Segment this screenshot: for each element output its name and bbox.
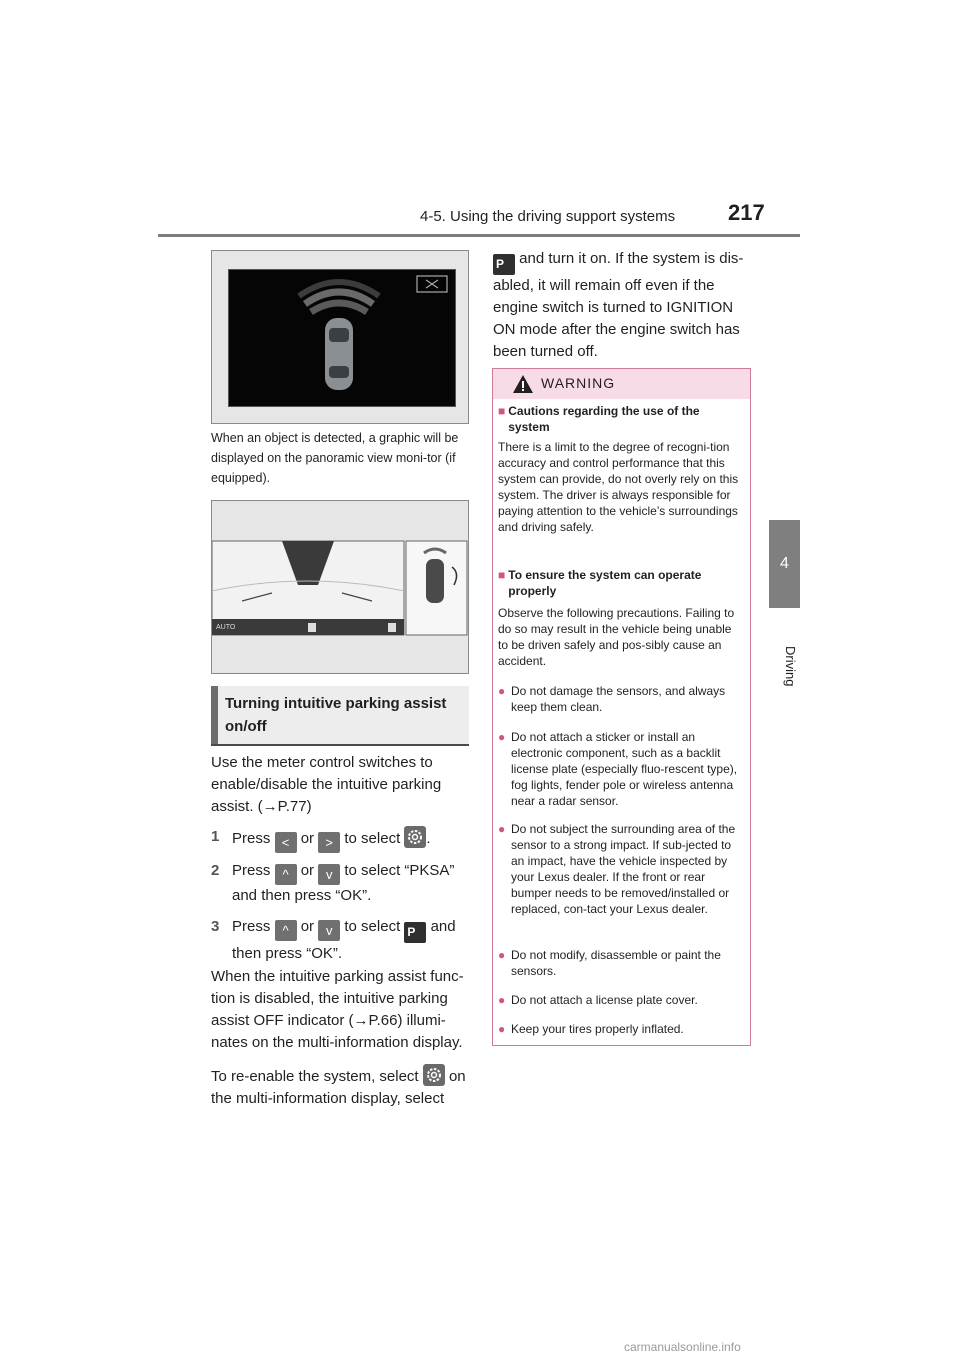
- step-text: Press: [232, 918, 271, 935]
- up-arrow-key-icon: ^: [275, 864, 297, 885]
- warning-bullet: [498, 821, 743, 917]
- left-arrow-key-icon: <: [275, 832, 297, 853]
- warning-bullet: [498, 1021, 743, 1037]
- step-text: and then press “OK”.: [232, 918, 456, 962]
- footer-watermark: carmanualsonline.info: [624, 1340, 741, 1354]
- warning-header: [493, 369, 750, 399]
- bullet-icon: ●: [498, 730, 506, 744]
- square-bullet-icon: ■: [498, 568, 506, 582]
- step-text: to select “PKSA” and then press “OK”.: [232, 862, 455, 904]
- step-1: [211, 826, 471, 848]
- down-arrow-key-icon: v: [318, 920, 340, 941]
- bullet-icon: ●: [498, 822, 506, 836]
- subheading-text: To ensure the system can operate properly: [508, 568, 702, 598]
- step-3: [211, 916, 471, 960]
- step-text: or: [300, 830, 315, 847]
- down-arrow-key-icon: v: [318, 864, 340, 885]
- bullet-icon: ●: [498, 1022, 506, 1036]
- right-column-paragraph: [493, 248, 753, 363]
- square-bullet-icon: ■: [498, 404, 506, 418]
- step-text: to select: [344, 918, 401, 935]
- section-title: Turning intuitive parking assist on/off: [225, 695, 447, 735]
- step-number: 1: [211, 828, 220, 845]
- bullet-text: Keep your tires properly inflated.: [511, 1022, 684, 1036]
- bullet-text: Do not attach a sticker or install an electronic component, such as a backlit license plate (especially fluo-rescent type), fog lights, fender pole or wireless antenna near a radar sensor.: [511, 730, 738, 808]
- step-text: or: [300, 918, 315, 935]
- warning-text: There is a limit to the degree of recogni-tion accuracy and control performance that this system can provide, do not overly rely on this system. The driver is always responsible for paying attention to the vehicle’s surroundings and driving safely.: [498, 440, 739, 534]
- figure-caption: When an object is detected, a graphic will be displayed on the panoramic view moni-tor (if equipped).: [211, 431, 459, 485]
- up-arrow-key-icon: ^: [275, 920, 297, 941]
- bullet-icon: ●: [498, 948, 506, 962]
- chapter-header: 4-5. Using the driving support systems: [420, 208, 676, 225]
- warning-box: [492, 368, 751, 1046]
- intro-paragraph: Use the meter control switches to enable/disable the intuitive parking assist. (→P.77): [211, 754, 442, 815]
- step-2: [211, 860, 471, 904]
- warning-bullet: [498, 683, 743, 715]
- bullet-icon: ●: [498, 993, 506, 1007]
- reenable-paragraph: [211, 1064, 473, 1110]
- warning-bullet: [498, 729, 743, 808]
- gear-icon: [404, 826, 426, 848]
- monitor-screen: [228, 269, 456, 407]
- bullet-icon: ●: [498, 684, 506, 698]
- auto-label: AUTO: [216, 624, 236, 631]
- panoramic-monitor-figure: [211, 250, 469, 424]
- page-number: 217: [728, 200, 765, 225]
- header-rule: [158, 234, 800, 237]
- warning-bullet: [498, 992, 743, 1008]
- paragraph-text: and turn it on. If the system is dis-abled, it will remain off even if the engine switch is turned to IGNITION ON mode after the engine switch has been turned off.: [493, 250, 744, 360]
- step-text: .: [426, 830, 431, 847]
- warning-label: WARNING: [541, 375, 616, 391]
- disabled-paragraph: When the intuitive parking assist func-tion is disabled, the intuitive parking assist OFF indicator (→P.66) illumi-nates on the multi-information display.: [211, 968, 464, 1051]
- warning-bullet: [498, 947, 743, 979]
- chapter-tab-label: Driving: [783, 646, 798, 687]
- parking-assist-icon: P: [493, 254, 515, 275]
- section-heading-bar: [211, 686, 218, 744]
- warning-subheading: [498, 567, 738, 599]
- warning-triangle-icon: [511, 373, 535, 395]
- right-arrow-key-icon: >: [318, 832, 340, 853]
- paragraph-text: To re-enable the system, select: [211, 1068, 419, 1085]
- parking-assist-icon: P: [404, 922, 426, 943]
- step-number: 2: [211, 862, 220, 879]
- paragraph-text: on the multi-information display, select: [211, 1068, 466, 1107]
- step-text: or: [300, 862, 315, 879]
- bullet-text: Do not attach a license plate cover.: [511, 993, 698, 1007]
- camera-view-figure: [211, 500, 469, 674]
- section-heading: [211, 686, 469, 746]
- bullet-text: Do not damage the sensors, and always keep them clean.: [511, 684, 726, 714]
- step-text: Press: [232, 862, 271, 879]
- warning-text: Observe the following precautions. Failing to do so may result in the vehicle being unable to be driven safely and pos-sibly cause an accident.: [498, 606, 735, 668]
- step-text: to select: [344, 830, 401, 847]
- step-text: Press: [232, 830, 271, 847]
- subheading-text: Cautions regarding the use of the system: [508, 404, 700, 434]
- warning-subheading: [498, 403, 738, 435]
- gear-icon: [423, 1064, 445, 1086]
- bullet-text: Do not modify, disassemble or paint the sensors.: [511, 948, 721, 978]
- bullet-text: Do not subject the surrounding area of the sensor to a strong impact. If sub-jected to an impact, have the vehicle inspected by your Lexus dealer. If the front or rear bumper needs to be removed/installed or replaced, con-tact your Lexus dealer.: [511, 822, 736, 916]
- step-number: 3: [211, 918, 220, 935]
- chapter-tab: 4: [769, 520, 800, 608]
